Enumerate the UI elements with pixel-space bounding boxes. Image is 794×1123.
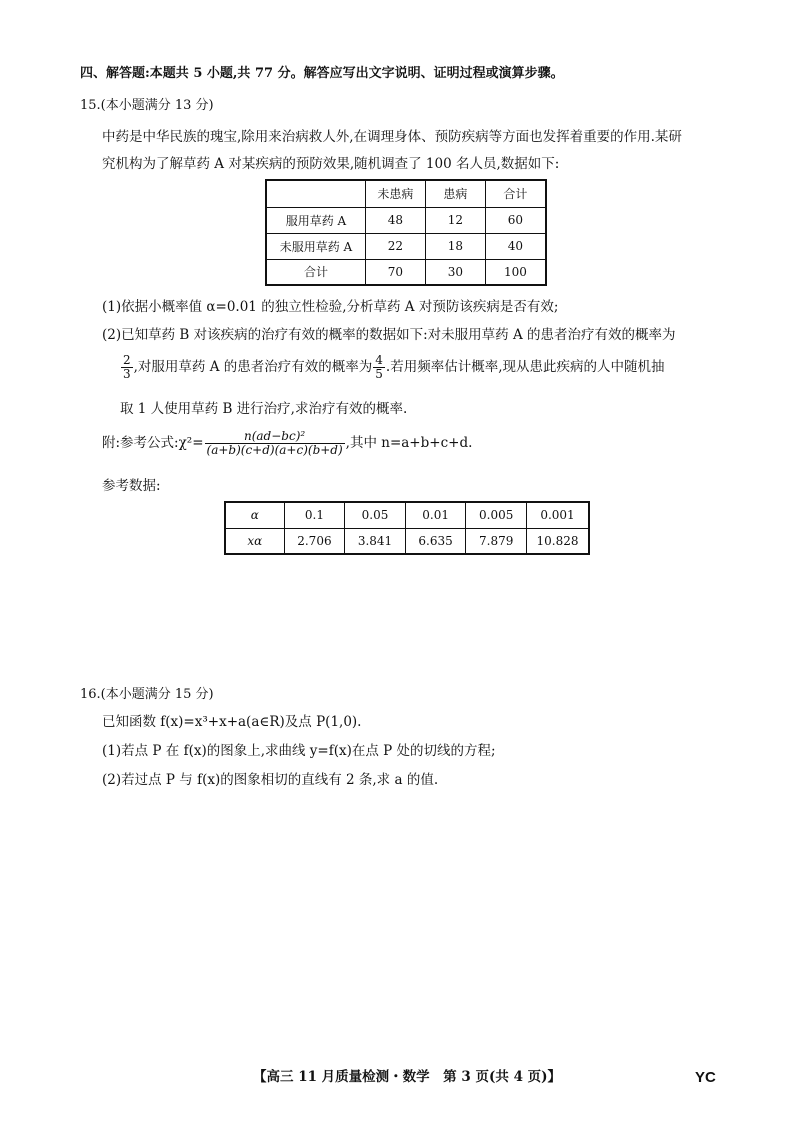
table-cell: 0.001 <box>527 502 590 528</box>
formula-fraction: $\frac{\text{n(ad−bc)²}}{(a+b)(c+d)(a+c)(b+d)}$ <box>206 429 343 457</box>
table-row <box>225 528 589 554</box>
table-cell: 48 <box>365 207 425 233</box>
q15-intro-line1: 中药是中华民族的瑰宝,除用来治病救人外,在调理身体、预防疾病等方面也发挥着重要的作用.某研 <box>102 129 682 145</box>
q16-part1: (1)若点 P 在 f(x)的图象上,求曲线 y=f(x)在点 P 处的切线的方程; <box>102 743 496 759</box>
table-header-cell: 未患病 <box>365 180 425 207</box>
q15-part2-line2: $\frac{2}{3}$ ,对服用草药 A 的患者治疗有效的概率为 $\frac{4}{5}$ .若用频率估计概率,现从患此疾病的人中随机抽 <box>123 353 665 381</box>
table-cell: 服用草药 A <box>266 207 365 233</box>
q16-intro: 已知函数 f(x)=x³+x+a(a∈R)及点 P(1,0). <box>102 714 362 730</box>
table-cell: 18 <box>425 233 485 259</box>
fraction-four-fifths: $\frac{4}{5}$ <box>375 353 383 381</box>
q15-intro-line2: 究机构为了解草药 A 对某疾病的预防效果,随机调查了 100 名人员,数据如下: <box>102 156 560 172</box>
table-cell: 60 <box>485 207 546 233</box>
table-header-cell: 患病 <box>425 180 485 207</box>
q15-title: 15.(本小题满分 13 分) <box>80 98 214 113</box>
chi-square-formula: 附:参考公式:χ²= $\frac{\text{n(ad−bc)²}}{(a+b)(c+d)(a+c)(b+d)}$ ,其中 n=a+b+c+d. <box>102 429 473 457</box>
table-header-cell <box>266 180 365 207</box>
q15-part1: (1)依据小概率值 α=0.01 的独立性检验,分析草药 A 对预防该疾病是否有效; <box>102 299 559 315</box>
reference-data-label: 参考数据: <box>102 478 161 494</box>
table-cell: 0.1 <box>284 502 345 528</box>
q15-part2-line3: 取 1 人使用草药 B 进行治疗,求治疗有效的概率. <box>120 401 408 417</box>
table-row <box>225 502 589 528</box>
table-row <box>266 207 546 233</box>
table-cell: 6.635 <box>405 528 466 554</box>
table-cell: α <box>225 502 284 528</box>
page-footer: 【高三 11 月质量检测・数学 第 3 页(共 4 页)】 <box>253 1069 562 1085</box>
table-cell: 2.706 <box>284 528 345 554</box>
table-cell: 3.841 <box>345 528 406 554</box>
q15-data-table <box>265 179 547 286</box>
table-cell: 40 <box>485 233 546 259</box>
table-cell: 100 <box>485 259 546 285</box>
table-cell: 30 <box>425 259 485 285</box>
table-cell: 10.828 <box>527 528 590 554</box>
q15-part2-line1: (2)已知草药 B 对该疾病的治疗有效的概率的数据如下:对未服用草药 A 的患者治疗有效的概率为 <box>102 327 676 343</box>
table-cell: 合计 <box>266 259 365 285</box>
section-heading: 四、解答题:本题共 5 小题,共 77 分。解答应写出文字说明、证明过程或演算步骤。 <box>80 66 564 81</box>
table-cell: 70 <box>365 259 425 285</box>
table-cell: 0.05 <box>345 502 406 528</box>
table-header-cell: 合计 <box>485 180 546 207</box>
q16-part2: (2)若过点 P 与 f(x)的图象相切的直线有 2 条,求 a 的值. <box>102 772 439 788</box>
table-cell: xα <box>225 528 284 554</box>
table-cell: 0.005 <box>466 502 527 528</box>
q16-title: 16.(本小题满分 15 分) <box>80 687 214 702</box>
reference-data-table <box>224 501 590 555</box>
fraction-two-thirds: $\frac{2}{3}$ <box>123 353 131 381</box>
table-row <box>266 259 546 285</box>
table-cell: 未服用草药 A <box>266 233 365 259</box>
table-row <box>266 233 546 259</box>
table-cell: 22 <box>365 233 425 259</box>
table-cell: 12 <box>425 207 485 233</box>
table-cell: 7.879 <box>466 528 527 554</box>
footer-code: YC <box>695 1069 716 1086</box>
table-cell: 0.01 <box>405 502 466 528</box>
